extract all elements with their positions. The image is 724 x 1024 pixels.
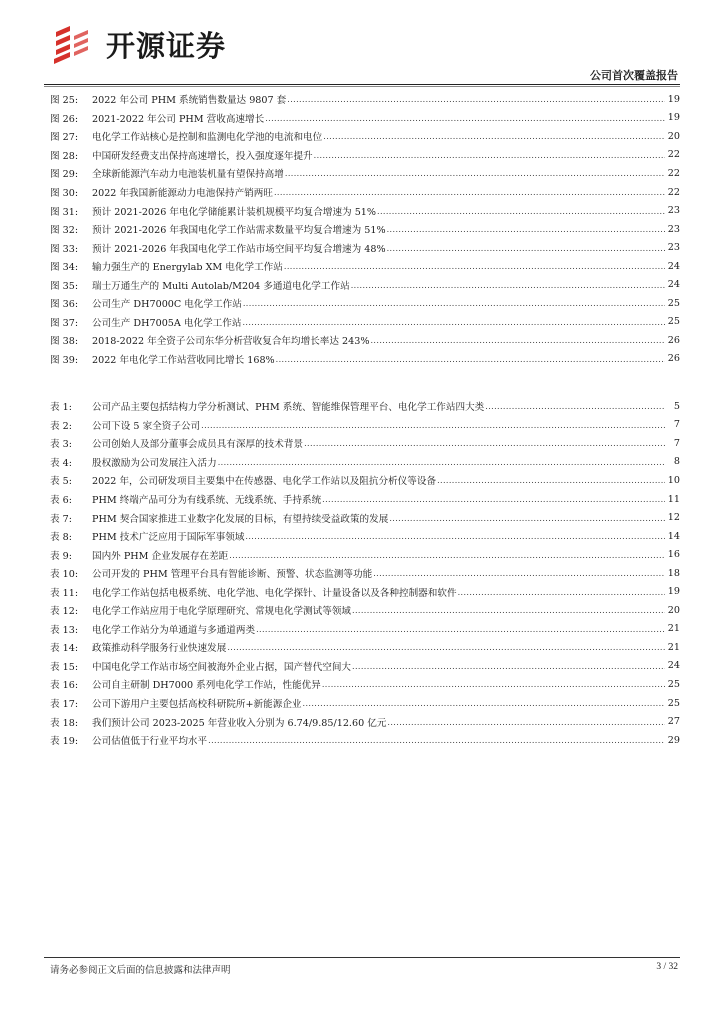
entry-label: 表 9:	[50, 550, 72, 562]
entry-label: 图 27:	[50, 132, 79, 144]
entry-title[interactable]: 输力强生产的 Energylab XM 电化学工作站	[92, 262, 283, 274]
entry-page-number[interactable]: 24	[667, 279, 680, 291]
legal-disclaimer: 请务必参阅正文后面的信息披露和法律声明	[50, 965, 231, 976]
entry-label: 图 32:	[50, 225, 79, 237]
footer-rule	[44, 957, 680, 958]
report-type-label: 公司首次覆盖报告	[590, 69, 678, 82]
page-number: 3 / 32	[656, 962, 678, 972]
figure-entry[interactable]	[50, 238, 680, 257]
entry-page-number[interactable]: 19	[667, 112, 680, 124]
dot-leader	[323, 127, 665, 145]
entry-label: 表 10:	[50, 569, 79, 581]
figure-entry[interactable]	[50, 201, 680, 220]
entry-title[interactable]: 公司创始人及部分董事会成员具有深厚的技术背景	[92, 439, 304, 451]
entry-label: 表 2:	[50, 420, 72, 432]
figure-entry[interactable]	[50, 127, 680, 146]
figure-entry[interactable]	[50, 164, 680, 183]
entry-page-number[interactable]: 20	[667, 604, 680, 616]
entry-title[interactable]: 公司估值低于行业平均水平	[92, 736, 208, 748]
dot-leader	[370, 331, 665, 349]
table-entry[interactable]	[50, 638, 680, 657]
figure-entry[interactable]	[50, 109, 680, 128]
table-entry[interactable]	[50, 712, 680, 731]
entry-title[interactable]: 2022 年公司 PHM 系统销售数量达 9807 套	[92, 95, 287, 107]
entry-page-number[interactable]: 27	[667, 716, 680, 728]
table-entry[interactable]	[50, 620, 680, 639]
entry-page-number[interactable]: 23	[667, 223, 680, 235]
table-entry[interactable]	[50, 545, 680, 564]
entry-page-number[interactable]: 16	[667, 549, 680, 561]
entry-title[interactable]: 中国电化学工作站市场空间被海外企业占据，国产替代空间大	[92, 661, 352, 673]
dot-leader	[352, 601, 665, 619]
entry-title[interactable]: 电化学工作站包括电极系统、电化学池、电化学探针、计量设备以及各种控制器和软件	[92, 587, 457, 599]
entry-page-number[interactable]: 24	[667, 260, 680, 272]
entry-label: 表 1:	[50, 402, 72, 414]
entry-label: 表 8:	[50, 532, 72, 544]
entry-title[interactable]: 预计 2021-2026 年我国电化学工作站市场空间平均复合增速为 48%	[92, 243, 386, 255]
dot-leader	[351, 276, 665, 294]
header-rule-thin	[44, 86, 680, 87]
entry-page-number[interactable]: 14	[667, 530, 680, 542]
entry-title[interactable]: 公司下游用户主要包括高校科研院所+新能源企业	[92, 699, 302, 711]
entry-label: 表 12:	[50, 606, 79, 618]
entry-label: 图 35:	[50, 280, 79, 292]
entry-page-number[interactable]: 19	[667, 586, 680, 598]
entry-title[interactable]: 政策推动科学服务行业快速发展	[92, 643, 227, 655]
figure-entry[interactable]	[50, 331, 680, 350]
entry-label: 图 33:	[50, 243, 79, 255]
entry-page-number[interactable]: 26	[667, 334, 680, 346]
table-entry[interactable]	[50, 434, 680, 453]
entry-title[interactable]: 公司开发的 PHM 管理平台具有智能诊断、预警、状态监测等功能	[92, 569, 373, 581]
dot-leader	[387, 239, 665, 257]
table-entry[interactable]	[50, 601, 680, 620]
dot-leader	[322, 675, 665, 693]
dot-leader	[314, 146, 665, 164]
dot-leader	[303, 694, 665, 712]
entry-page-number[interactable]: 22	[667, 167, 680, 179]
dot-leader	[265, 109, 665, 127]
entry-page-number[interactable]: 23	[667, 205, 680, 217]
figure-entry[interactable]	[50, 183, 680, 202]
entry-title[interactable]: 公司自主研制 DH7000 系列电化学工作站，性能优异	[92, 680, 321, 692]
table-entry[interactable]	[50, 582, 680, 601]
entry-title[interactable]: 中国研发经费支出保持高速增长，投入强度逐年提升	[92, 150, 313, 162]
entry-label: 表 6:	[50, 495, 72, 506]
entry-title[interactable]: 2022 年我国新能源动力电池保持产销两旺	[92, 188, 273, 199]
table-entry[interactable]	[50, 490, 680, 509]
dot-leader	[284, 257, 665, 275]
entry-label: 图 39:	[50, 354, 79, 366]
dot-leader	[285, 164, 665, 182]
figure-entry[interactable]	[50, 350, 680, 369]
dot-leader	[322, 490, 665, 508]
entry-page-number[interactable]: 22	[667, 186, 680, 198]
entry-page-number[interactable]: 19	[667, 93, 680, 105]
entry-label: 图 30:	[50, 188, 79, 199]
dot-leader	[377, 202, 665, 220]
entry-title[interactable]: 公司生产 DH7005A 电化学工作站	[92, 317, 242, 329]
entry-title[interactable]: 全球新能源汽车动力电池装机量有望保持高增	[92, 169, 284, 181]
entry-title[interactable]: 电化学工作站核心是控制和监测电化学池的电流和电位	[92, 132, 323, 144]
table-entry[interactable]	[50, 675, 680, 694]
dot-leader	[227, 638, 665, 656]
dot-leader	[373, 564, 665, 582]
entry-page-number[interactable]: 21	[667, 641, 680, 653]
table-entry[interactable]	[50, 397, 680, 416]
entry-page-number[interactable]: 26	[667, 353, 680, 365]
entry-title[interactable]: 2022 年，公司研发项目主要集中在传感器、电化学工作站以及阻抗分析仪等设备	[92, 476, 437, 488]
entry-page-number[interactable]: 18	[667, 567, 680, 579]
entry-title[interactable]: 我们预计公司 2023-2025 年营业收入分别为 6.74/9.85/12.60 亿元	[92, 717, 387, 729]
entry-page-number[interactable]: 23	[667, 242, 680, 254]
entry-title[interactable]: PHM 终端产品可分为有线系统、无线系统、手持系统	[92, 495, 322, 506]
entry-title[interactable]: 电化学工作站分为单通道与多通道两类	[92, 624, 256, 636]
entry-label: 表 15:	[50, 661, 79, 673]
entry-label: 图 26:	[50, 113, 79, 125]
table-entry[interactable]	[50, 508, 680, 527]
dot-leader	[274, 183, 665, 201]
figure-entry[interactable]	[50, 220, 680, 239]
entry-page-number[interactable]: 25	[667, 697, 680, 709]
entry-label: 图 34:	[50, 262, 79, 274]
entry-label: 表 4:	[50, 457, 72, 469]
entry-page-number[interactable]: 7	[673, 419, 680, 431]
entry-label: 图 36:	[50, 299, 79, 311]
entry-page-number[interactable]: 25	[667, 678, 680, 690]
entry-page-number[interactable]: 5	[673, 400, 680, 412]
entry-label: 表 16:	[50, 680, 79, 692]
entry-page-number[interactable]: 21	[667, 623, 680, 635]
entry-label: 表 19:	[50, 736, 79, 748]
entry-page-number[interactable]: 25	[667, 316, 680, 328]
company-name: 开源证券	[106, 28, 227, 63]
entry-title[interactable]: 瑞士万通生产的 Multi Autolab/M204 多通道电化学工作站	[92, 280, 350, 292]
figure-entry[interactable]	[50, 90, 680, 109]
table-entry[interactable]	[50, 694, 680, 713]
entry-page-number[interactable]: 22	[667, 149, 680, 161]
entry-label: 表 14:	[50, 643, 79, 655]
entry-title[interactable]: 2018-2022 年全资子公司东华分析营收复合年均增长率达 243%	[92, 336, 370, 348]
dot-leader	[387, 220, 665, 238]
entry-page-number[interactable]: 24	[667, 660, 680, 672]
entry-label: 表 3:	[50, 439, 72, 451]
dot-leader	[485, 397, 665, 415]
dot-leader	[387, 713, 665, 731]
table-entry[interactable]	[50, 416, 680, 435]
entry-label: 表 7:	[50, 513, 72, 525]
entry-title[interactable]: 公司生产 DH7000C 电化学工作站	[92, 299, 242, 311]
entry-page-number[interactable]: 12	[667, 512, 680, 524]
entry-label: 表 13:	[50, 624, 79, 636]
dot-leader	[243, 294, 665, 312]
entry-label: 表 11:	[50, 587, 79, 599]
dot-leader	[287, 90, 665, 108]
entry-label: 图 38:	[50, 336, 79, 348]
figure-list	[50, 90, 680, 368]
entry-page-number[interactable]: 25	[667, 297, 680, 309]
company-logo	[50, 22, 226, 66]
figure-entry[interactable]	[50, 313, 680, 332]
table-entry[interactable]	[50, 731, 680, 750]
table-entry[interactable]	[50, 527, 680, 546]
entry-page-number[interactable]: 10	[667, 474, 680, 486]
entry-label: 图 31:	[50, 206, 79, 218]
dot-leader	[304, 434, 665, 452]
kaiyuan-logo-icon	[50, 22, 100, 66]
entry-page-number[interactable]: 29	[667, 734, 680, 746]
entry-title[interactable]: 预计 2021-2026 年电化学储能累计装机规模平均复合增速为 51%	[92, 206, 377, 218]
entry-title[interactable]: 公司下设 5 家全资子公司	[92, 420, 201, 432]
table-entry[interactable]	[50, 471, 680, 490]
entry-title[interactable]: PHM 契合国家推进工业数字化发展的目标，有望持续受益政策的发展	[92, 513, 389, 525]
dot-leader	[218, 453, 665, 471]
entry-title[interactable]: 电化学工作站应用于电化学原理研究、常规电化学测试等领域	[92, 606, 352, 618]
table-entry[interactable]	[50, 564, 680, 583]
dot-leader	[208, 731, 665, 749]
entry-title[interactable]: 国内外 PHM 企业发展存在差距	[92, 550, 229, 562]
entry-title[interactable]: 公司产品主要包括结构力学分析测试、PHM 系统、智能维保管理平台、电化学工作站四大类	[92, 402, 485, 414]
table-list	[50, 397, 680, 749]
entry-label: 图 25:	[50, 95, 79, 107]
dot-leader	[276, 350, 665, 368]
dot-leader	[242, 313, 665, 331]
dot-leader	[458, 583, 665, 601]
dot-leader	[245, 527, 665, 545]
entry-title[interactable]: 2022 年电化学工作站营收同比增长 168%	[92, 354, 275, 366]
entry-title[interactable]: PHM 技术广泛应用于国际军事领域	[92, 532, 245, 544]
figure-entry[interactable]	[50, 146, 680, 165]
dot-leader	[352, 657, 665, 675]
dot-leader	[201, 416, 665, 434]
table-entry[interactable]	[50, 453, 680, 472]
entry-title[interactable]: 股权激励为公司发展注入活力	[92, 457, 217, 469]
entry-page-number[interactable]: 8	[673, 456, 680, 468]
header-rule	[44, 84, 680, 85]
figure-entry[interactable]	[50, 275, 680, 294]
entry-label: 表 5:	[50, 476, 72, 488]
entry-page-number[interactable]: 7	[673, 437, 680, 449]
entry-label: 图 37:	[50, 317, 79, 329]
entry-label: 表 18:	[50, 717, 79, 729]
entry-page-number[interactable]: 11	[667, 493, 680, 505]
dot-leader	[229, 546, 665, 564]
table-entry[interactable]	[50, 657, 680, 676]
dot-leader	[437, 471, 665, 489]
figure-entry[interactable]	[50, 257, 680, 276]
entry-title[interactable]: 预计 2021-2026 年我国电化学工作站需求数量平均复合增速为 51%	[92, 225, 386, 237]
dot-leader	[256, 620, 665, 638]
entry-label: 表 17:	[50, 699, 79, 711]
figure-entry[interactable]	[50, 294, 680, 313]
dot-leader	[389, 509, 665, 527]
entry-label: 图 28:	[50, 150, 79, 162]
entry-title[interactable]: 2021-2022 年公司 PHM 营收高速增长	[92, 113, 265, 125]
entry-label: 图 29:	[50, 169, 79, 181]
entry-page-number[interactable]: 20	[667, 130, 680, 142]
